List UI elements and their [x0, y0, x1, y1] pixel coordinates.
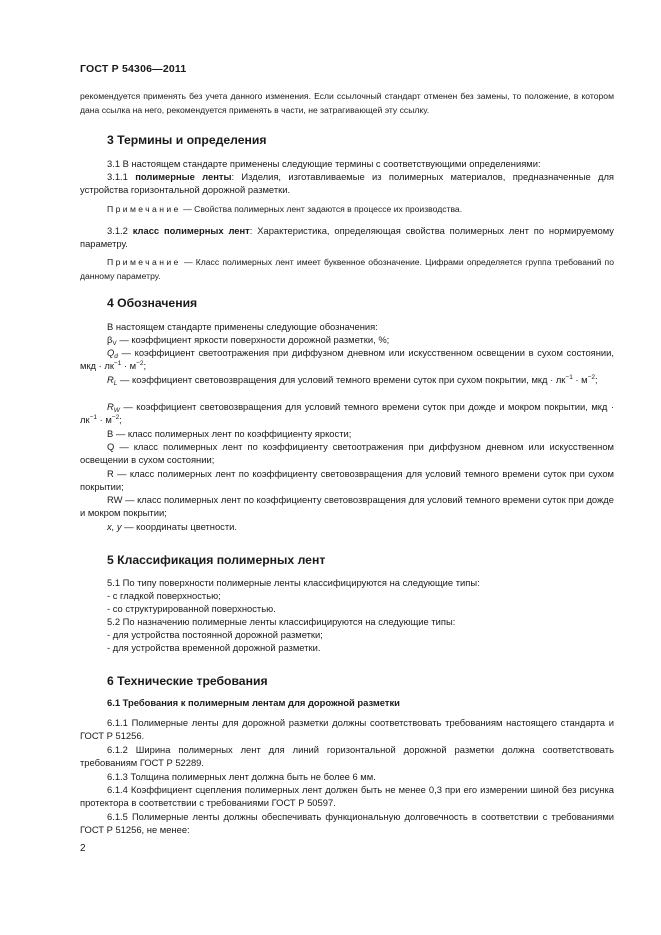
term-polymer-tapes: полимерные ленты: [135, 171, 232, 182]
rw-sup-1: −1: [89, 414, 97, 422]
xy-text: — координаты цветности.: [121, 521, 237, 532]
section-3-title: 3 Термины и определения: [107, 133, 267, 147]
para-3-1-1-text: : Изделия, изготавливаемые из полимерных материалов, предназначенные для устройства горизонтальной дорожной разметки.: [80, 171, 615, 196]
section-5-title: 5 Классификация полимерных лент: [107, 553, 326, 567]
symbol-beta: [80, 333, 614, 346]
rw-symbol: R: [107, 401, 114, 412]
rw-sup-2: −2: [111, 414, 120, 422]
qd-end: ;: [143, 360, 147, 372]
symbol-qd: [80, 346, 614, 373]
rw-end: ;: [119, 414, 122, 426]
para-3-1-1: [80, 170, 614, 197]
para-6-1-2: 6.1.2 Ширина полимерных лент для линий горизонтальной дорожной разметки должна соответствовать требованиям ГОСТ Р 52289.: [80, 744, 614, 769]
qd-mid: · м: [121, 360, 137, 372]
para-3-1-2-text: : Характеристика, определяющая свойства полимерных лент по нормируемому параметру.: [80, 225, 614, 250]
para-5-2: 5.2 По назначению полимерные ленты классифицируются на следующие типы:: [107, 616, 456, 627]
class-r: R — класс полимерных лент по коэффициенту световозвращения для условий темного времени суток при сухом покрытии;: [80, 468, 614, 493]
qd-subscript: d: [114, 353, 118, 360]
class-q: Q — класс полимерных лент по коэффициенту светоотражения при диффузном дневном или искусственном освещении в сухом состоянии;: [80, 441, 614, 466]
qd-sup-1: −1: [113, 360, 122, 368]
rl-symbol: R: [107, 374, 114, 385]
para-5-1: 5.1 По типу поверхности полимерные ленты классифицируются на следующие типы:: [107, 577, 480, 588]
rl-mid: · м: [572, 374, 588, 385]
para-3-1-1-num: 3.1.1: [107, 171, 128, 182]
para-5-1-b: - со структурированной поверхностью.: [107, 603, 276, 614]
para-6-1-3: 6.1.3 Толщина полимерных лент должна быть не более 6 мм.: [107, 771, 376, 782]
qd-text: — коэффициент светоотражения при диффузном дневном или искусственном освещении в сухом состоянии, мкд · лк: [80, 347, 614, 372]
note-1-text: — Свойства полимерных лент задаются в процессе их производства.: [180, 204, 463, 214]
note-1-label: Примечание: [107, 204, 181, 214]
rl-subscript: L: [113, 380, 118, 387]
para-3-1-2: [80, 224, 614, 251]
intro-paragraph: рекомендуется применять без учета данного изменения. Если ссылочный стандарт отменен без замены, то положение, в котором дана ссылка на него, рекомендуется применять в части, не затрагивающей эту ссылку.: [80, 91, 614, 115]
beta-subscript: V: [112, 340, 117, 347]
para-5-2-b: - для устройства временной дорожной разметки.: [107, 642, 321, 653]
page-number: 2: [80, 843, 86, 854]
term-tape-class: класс полимерных лент: [132, 225, 250, 236]
section-6-title: 6 Технические требования: [107, 674, 268, 688]
class-rw: RW — класс полимерных лент по коэффициенту световозвращения для условий темного времени суток при дожде и мокром покрытии;: [80, 494, 614, 519]
rl-text: — коэффициент световозвращения для условий темного времени суток при сухом покрытии, мкд · лк: [117, 374, 566, 385]
note-2: [80, 256, 614, 283]
para-6-1-4: 6.1.4 Коэффициент сцепления полимерных лент должен быть не менее 0,3 при его измерении шиной без рисунка протектора в соответствии с требованиями ГОСТ Р 50597.: [80, 784, 614, 809]
para-4-intro: В настоящем стандарте применены следующие обозначения:: [107, 321, 378, 332]
rw-mid: · м: [97, 414, 112, 426]
xy-symbol: x, y: [107, 521, 122, 532]
subsection-6-1-title: 6.1 Требования к полимерным лентам для дорожной разметки: [107, 697, 400, 708]
para-5-2-a: - для устройства постоянной дорожной разметки;: [107, 629, 323, 640]
para-3-1-2-num: 3.1.2: [107, 225, 128, 236]
symbol-xy: [80, 520, 614, 533]
note-2-label: Примечание: [107, 257, 181, 267]
rl-sup-2: −2: [587, 374, 596, 381]
qd-sup-2: −2: [136, 360, 144, 368]
note-1: [80, 203, 614, 217]
rw-subscript: W: [113, 407, 120, 414]
symbol-rl: [80, 373, 614, 386]
rw-text: — коэффициент световозвращения для условий темного времени суток при дожде и мокром покрытии, мкд · лк: [80, 401, 614, 426]
note-2-text: — Класс полимерных лент имеет буквенное обозначение. Цифрами определяется группа требований по данному параметру.: [80, 257, 614, 281]
para-5-1-a: - с гладкой поверхностью;: [107, 590, 221, 601]
rl-end: ;: [595, 374, 598, 385]
document-header: ГОСТ Р 54306—2011: [80, 63, 187, 75]
rl-sup-1: −1: [565, 374, 573, 381]
para-3-1: 3.1 В настоящем стандарте применены следующие термины с соответствующими определениями:: [107, 158, 541, 169]
para-6-1-5: 6.1.5 Полимерные ленты должны обеспечивать функциональную долговечность в соответствии с требованиями ГОСТ Р 51256, не менее:: [80, 811, 614, 836]
qd-symbol: Q: [107, 347, 115, 358]
class-b: B — класс полимерных лент по коэффициенту яркости;: [107, 428, 352, 439]
section-4-title: 4 Обозначения: [107, 296, 198, 310]
beta-symbol: β: [107, 334, 113, 345]
symbol-rw: [80, 400, 614, 427]
beta-text: — коэффициент яркости поверхности дорожной разметки, %;: [116, 334, 390, 345]
para-6-1-1: 6.1.1 Полимерные ленты для дорожной разметки должны соответствовать требованиям настоящего стандарта и ГОСТ Р 51256.: [80, 717, 614, 742]
